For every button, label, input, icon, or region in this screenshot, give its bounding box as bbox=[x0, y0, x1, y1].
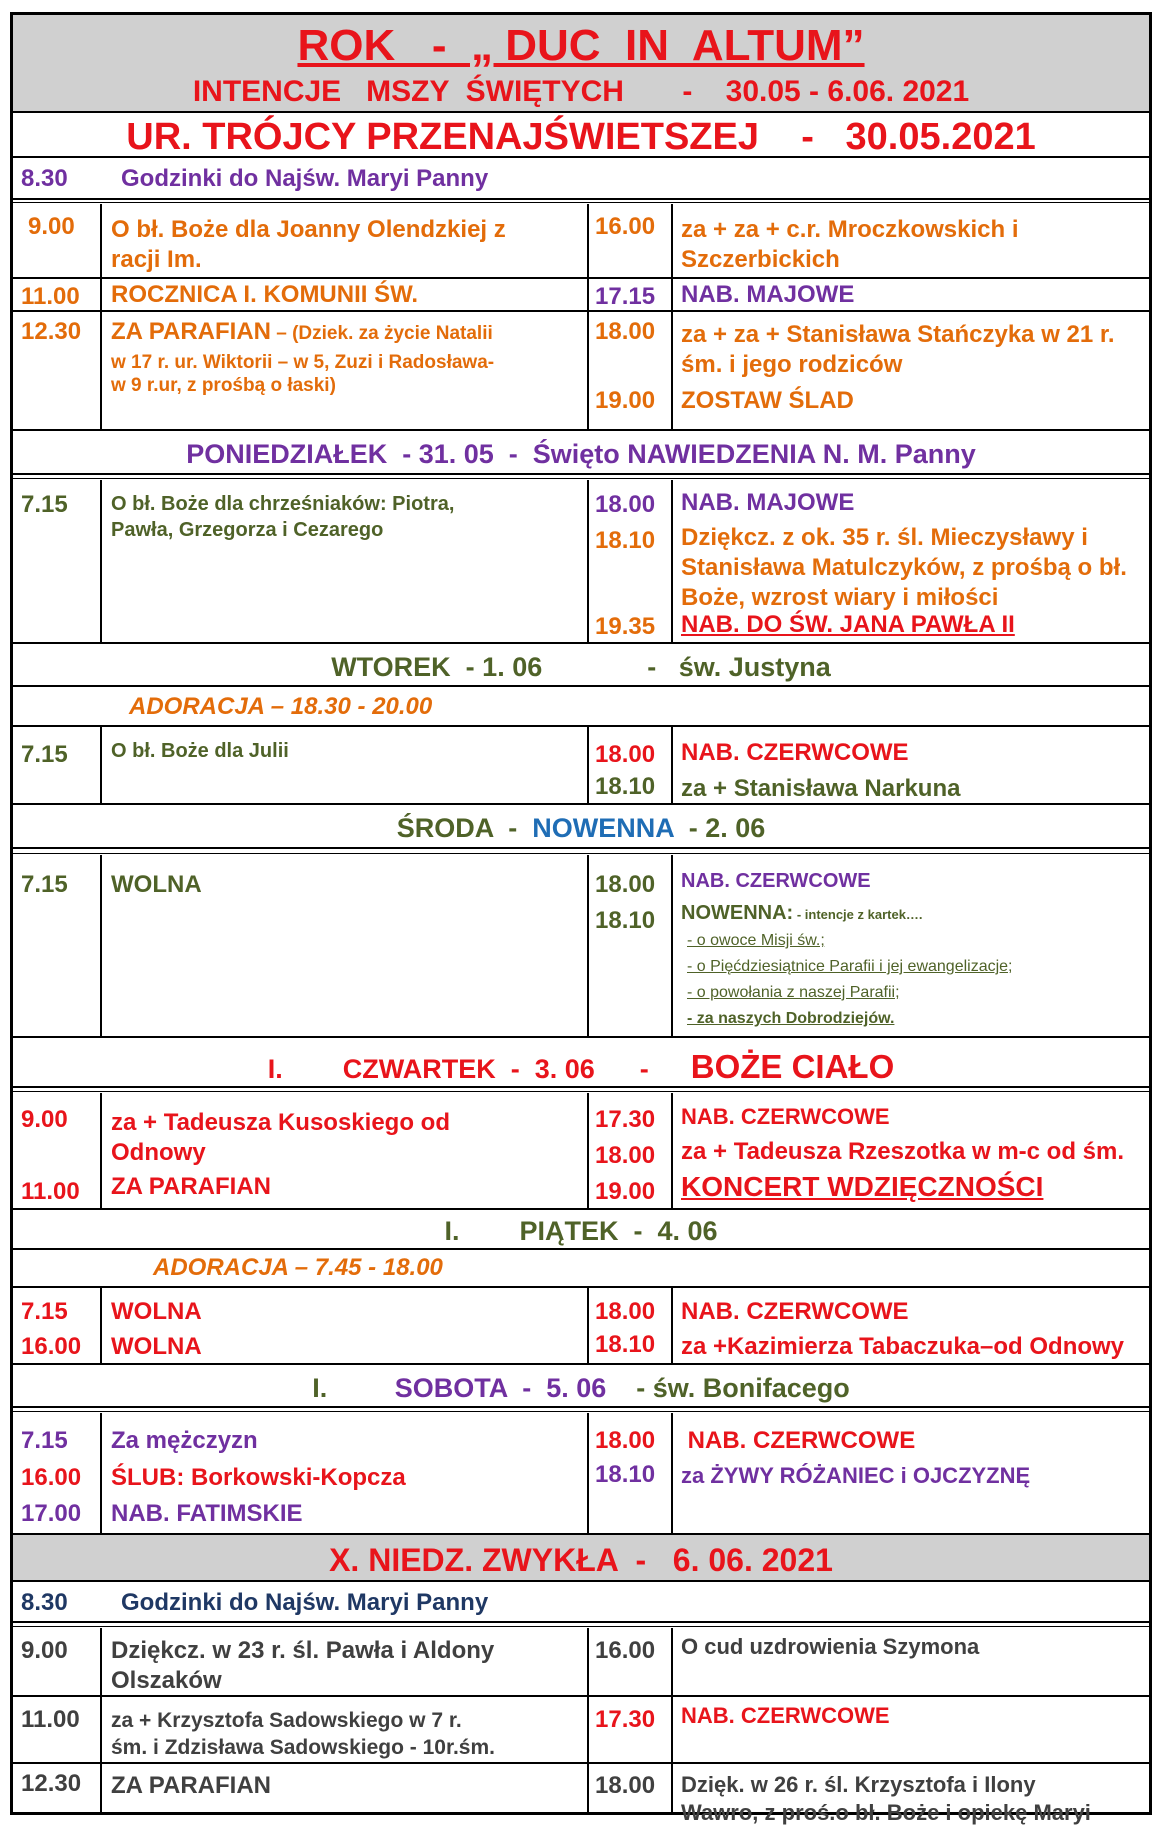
intention: NAB. CZERWCOWE bbox=[681, 1104, 890, 1129]
time: 11.00 bbox=[21, 1178, 80, 1205]
saint-name: - św. Bonifacego bbox=[606, 1373, 850, 1403]
intention: za + Stanisława Narkuna bbox=[681, 775, 961, 802]
intention: ŚLUB: Borkowski-Kopcza bbox=[111, 1464, 406, 1491]
header-band bbox=[13, 15, 1149, 113]
wednesday-title bbox=[13, 813, 1149, 844]
time: 18.10 bbox=[595, 527, 656, 554]
intention: O cud uzdrowienia Szymona bbox=[681, 1634, 980, 1659]
intention: Za mężczyzn bbox=[111, 1427, 258, 1454]
sunday2-title-band bbox=[13, 1535, 1149, 1582]
intention: O bł. Boże dla Joanny Olendzkiej z racji Im. bbox=[111, 216, 506, 273]
day-name: I. CZWARTEK - 3. 06 - bbox=[267, 1054, 649, 1084]
novena-item: - o powołania z naszej Parafii; bbox=[687, 984, 900, 1001]
adoration-note: ADORACJA – 7.45 - 18.00 bbox=[153, 1254, 443, 1281]
time: 11.00 bbox=[21, 283, 80, 310]
time: 17.30 bbox=[595, 1106, 656, 1133]
novena-label: NOWENNA: bbox=[681, 902, 794, 924]
sunday1-title: UR. TRÓJCY PRZENAJŚWIETSZEJ - 30.05.2021 bbox=[126, 116, 1036, 158]
sunday2-title: X. NIEDZ. ZWYKŁA - 6. 06. 2021 bbox=[329, 1542, 833, 1578]
novena-item: - o Pięćdziesiątnice Parafii i jej ewangelizacje; bbox=[687, 958, 1013, 975]
saturday-title-band bbox=[13, 1365, 1149, 1408]
time: 17.00 bbox=[21, 1500, 82, 1527]
time: 8.30 bbox=[21, 165, 68, 192]
intention: Dzięk. w 26 r. śl. Krzysztofa i Ilony Wawro, z proś.o bł. Boże i opiekę Maryi bbox=[681, 1772, 1091, 1825]
time: 18.10 bbox=[595, 1331, 656, 1358]
time: 18.10 bbox=[595, 773, 656, 800]
novena-label: NOWENNA bbox=[532, 813, 674, 843]
intention: NAB. FATIMSKIE bbox=[111, 1500, 303, 1527]
friday-adoration-band bbox=[13, 1250, 1149, 1288]
intention-main bbox=[111, 320, 493, 344]
intention: za + Tadeusza Rzeszotka w m-c od śm. bbox=[681, 1138, 1125, 1165]
time: 19.35 bbox=[595, 613, 656, 640]
time: 8.30 bbox=[21, 1589, 68, 1616]
monday-title-band bbox=[13, 431, 1149, 475]
time: 18.10 bbox=[595, 1461, 656, 1488]
time: 18.00 bbox=[595, 491, 656, 518]
novena-item: - za naszych Dobrodziejów. bbox=[687, 1010, 895, 1027]
time: 19.00 bbox=[595, 387, 656, 414]
time: 11.00 bbox=[21, 1706, 80, 1733]
time: 18.00 bbox=[595, 1298, 656, 1325]
intention: WOLNA bbox=[111, 1333, 202, 1360]
intention: za + Krzysztofa Sadowskiego w 7 r. śm. i Zdzisława Sadowskiego - 10r.śm. bbox=[111, 1709, 495, 1759]
time: 19.00 bbox=[595, 1178, 656, 1205]
intention-note-more: w 17 r. ur. Wiktorii – w 5, Zuzi i Radosława- w 9 r.ur, z prośbą o łaski) bbox=[111, 352, 495, 396]
day-name: SOBOTA - 5. 06 bbox=[394, 1373, 607, 1403]
day-name: ŚRODA - bbox=[396, 813, 533, 843]
time: 18.00 bbox=[595, 1142, 656, 1169]
novena-heading bbox=[681, 903, 923, 923]
time: 7.15 bbox=[21, 1298, 68, 1325]
adoration-note: ADORACJA – 18.30 - 20.00 bbox=[129, 693, 433, 720]
sunday1-title-band bbox=[13, 113, 1149, 158]
time: 7.15 bbox=[21, 871, 68, 898]
friday-title-band bbox=[13, 1210, 1149, 1250]
time: 9.00 bbox=[21, 1106, 68, 1133]
intention: NAB. CZERWCOWE bbox=[681, 739, 909, 766]
intention: Dziękcz. w 23 r. śl. Pawła i Aldony Olszaków bbox=[111, 1637, 495, 1694]
intentions-sheet bbox=[10, 12, 1152, 1825]
time: 17.30 bbox=[595, 1706, 656, 1733]
time: 9.00 bbox=[21, 1637, 68, 1664]
time: 9.00 bbox=[28, 213, 75, 240]
time: 16.00 bbox=[21, 1333, 82, 1360]
time: 16.00 bbox=[21, 1464, 82, 1491]
novena-item: - o owoce Misji św.; bbox=[687, 932, 825, 949]
thursday-title bbox=[13, 1048, 1149, 1086]
tuesday-title: WTOREK - 1. 06 - św. Justyna bbox=[331, 652, 831, 682]
wednesday-title-band bbox=[13, 805, 1149, 849]
time: 12.30 bbox=[21, 318, 82, 345]
time: 7.15 bbox=[21, 491, 68, 518]
intention: Godzinki do Najśw. Maryi Panny bbox=[121, 165, 489, 192]
intention: WOLNA bbox=[111, 871, 202, 898]
intention: WOLNA bbox=[111, 1298, 202, 1325]
intention: NAB. CZERWCOWE bbox=[681, 1298, 909, 1325]
intention: NAB. CZERWCOWE bbox=[681, 1703, 890, 1728]
time: 18.00 bbox=[595, 1427, 656, 1454]
novena-note: - intencje z kartek…. bbox=[793, 907, 923, 922]
time: 18.10 bbox=[595, 907, 656, 934]
time: 18.00 bbox=[595, 741, 656, 768]
tuesday-adoration-band bbox=[13, 687, 1149, 727]
time: 17.15 bbox=[595, 283, 656, 310]
intention: ZOSTAW ŚLAD bbox=[681, 387, 854, 414]
intention: ROCZNICA I. KOMUNII ŚW. bbox=[111, 281, 419, 308]
intention: ZA PARAFIAN bbox=[111, 1173, 271, 1200]
intention: NAB. CZERWCOWE bbox=[681, 870, 871, 892]
time: 12.30 bbox=[21, 1770, 82, 1797]
intention: NAB. MAJOWE bbox=[681, 281, 855, 308]
intention: za +Kazimierza Tabaczuka–od Odnowy bbox=[681, 1333, 1125, 1360]
intention-note: – (Dziek. za życie Natalii bbox=[270, 323, 493, 344]
intention: O bł. Boże dla Julii bbox=[111, 740, 289, 762]
intention: za + za + c.r. Mroczkowskich i Szczerbickich bbox=[681, 216, 1019, 273]
intention: NAB. MAJOWE bbox=[681, 489, 855, 516]
tuesday-title-band bbox=[13, 644, 1149, 687]
time: 18.00 bbox=[595, 871, 656, 898]
thursday-title-band bbox=[13, 1038, 1149, 1088]
intention: KONCERT WDZIĘCZNOŚCI bbox=[681, 1171, 1044, 1202]
intention: za + Tadeusza Kusoskiego od Odnowy bbox=[111, 1109, 450, 1166]
friday-title: I. PIĄTEK - 4. 06 bbox=[444, 1216, 718, 1246]
time: 7.15 bbox=[21, 741, 68, 768]
time: 7.15 bbox=[21, 1427, 68, 1454]
sunday1-row0 bbox=[13, 158, 1149, 200]
intention: O bł. Boże dla chrześniaków: Piotra, Pawła, Grzegorza i Cezarego bbox=[111, 493, 455, 541]
intention: Dziękcz. z ok. 35 r. śl. Mieczysławy i Stanisława Matulczyków, z prośbą o bł. Boże, wzrost wiary i miłości bbox=[681, 524, 1127, 611]
saturday-title bbox=[13, 1373, 1149, 1404]
intention: Godzinki do Najśw. Maryi Panny bbox=[121, 1589, 489, 1616]
time: 18.00 bbox=[595, 318, 656, 345]
time: 18.00 bbox=[595, 1772, 656, 1799]
intention-label: ZA PARAFIAN bbox=[111, 318, 271, 345]
sheet-title: ROK - „ DUC IN ALTUM” bbox=[297, 21, 865, 70]
intention: ZA PARAFIAN bbox=[111, 1772, 271, 1799]
sunday2-row0 bbox=[13, 1582, 1149, 1623]
date: - 2. 06 bbox=[673, 813, 766, 843]
day-prefix: I. bbox=[312, 1373, 395, 1403]
intention: za ŻYWY RÓŻANIEC i OJCZYZNĘ bbox=[681, 1463, 1031, 1488]
sheet-subtitle: INTENCJE MSZY ŚWIĘTYCH - 30.05 - 6.06. 2021 bbox=[192, 75, 970, 108]
intention: za + za + Stanisława Stańczyka w 21 r. śm. i jego rodziców bbox=[681, 321, 1115, 378]
time: 16.00 bbox=[595, 1637, 656, 1664]
feast-name: BOŻE CIAŁO bbox=[690, 1048, 895, 1085]
monday-title: PONIEDZIAŁEK - 31. 05 - Święto NAWIEDZENIA N. M. Panny bbox=[186, 439, 976, 469]
intention: NAB. DO ŚW. JANA PAWŁA II bbox=[681, 611, 1015, 638]
time: 16.00 bbox=[595, 213, 656, 240]
intention: NAB. CZERWCOWE bbox=[681, 1427, 916, 1454]
